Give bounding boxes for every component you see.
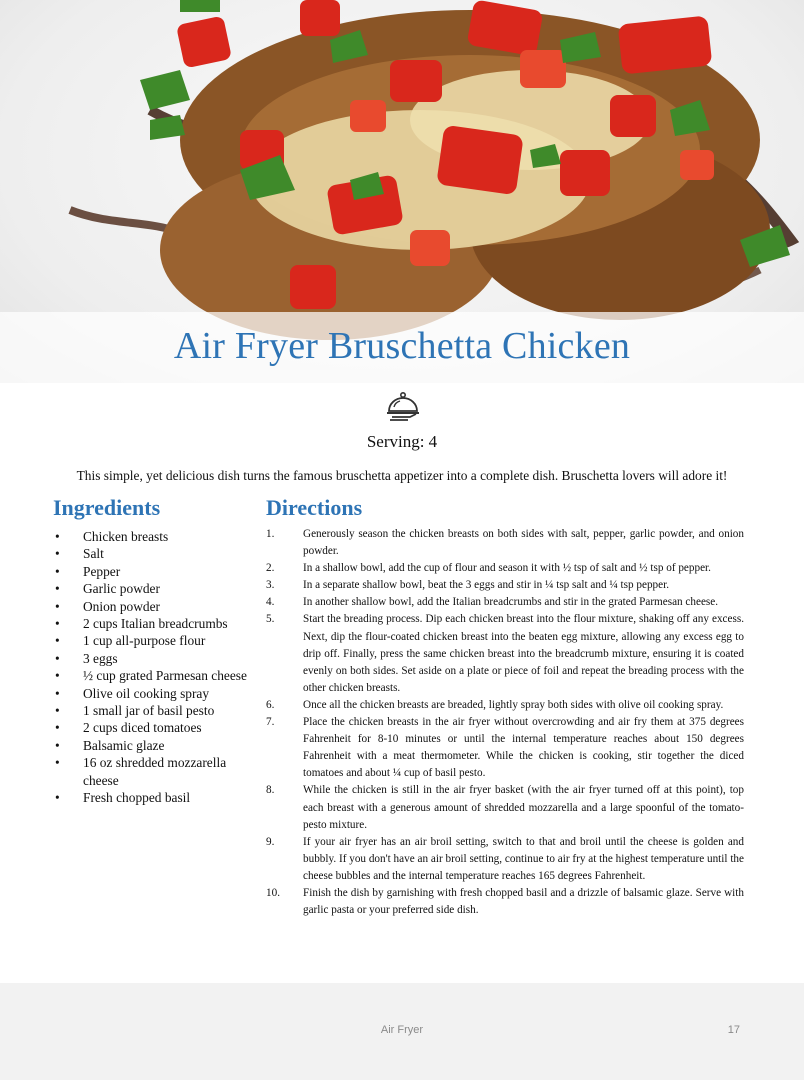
- ingredient-item: • Pepper: [53, 563, 253, 580]
- step-text: In a shallow bowl, add the cup of flour and season it with ½ tsp of salt and ½ tsp of pepper.: [303, 562, 711, 575]
- directions-list: [266, 526, 744, 919]
- direction-step: [266, 611, 744, 696]
- serving-cloche-icon: [384, 389, 422, 427]
- step-text: Once all the chicken breasts are breaded, lightly spray both sides with olive oil cooking spray.: [303, 698, 724, 711]
- step-text: Finish the dish by garnishing with fresh chopped basil and a drizzle of balsamic glaze. Serve with garlic pasta or your preferred side dish.: [303, 886, 744, 917]
- direction-step: [266, 697, 744, 714]
- step-text: In another shallow bowl, add the Italian breadcrumbs and stir in the grated Parmesan cheese.: [303, 596, 719, 609]
- step-number: 8.: [266, 784, 275, 797]
- step-number: 10.: [266, 886, 280, 899]
- direction-step: [266, 560, 744, 577]
- direction-step: [266, 782, 744, 833]
- step-number: 6.: [266, 698, 275, 711]
- direction-step: [266, 834, 744, 885]
- ingredient-item: • Garlic powder: [53, 580, 253, 597]
- direction-step: [266, 885, 744, 919]
- directions-heading: Directions: [266, 495, 363, 520]
- step-text: If your air fryer has an air broil setting, switch to that and broil until the cheese is golden and bubbly. If you don't have an air broil setting, continue to air fry at the highest temperature until the cheese bubbles and the internal temperature reaches 165 degrees Fahrenheit.: [303, 835, 744, 882]
- ingredient-item: • 2 cups diced tomatoes: [53, 719, 253, 736]
- direction-step: [266, 594, 744, 611]
- step-text: While the chicken is still in the air fryer basket (with the air fryer turned off at this point), top each breast with a generous amount of shredded mozzarella and a large spoonful of the tomato-pesto mixture.: [303, 784, 744, 831]
- step-number: 3.: [266, 579, 275, 592]
- ingredient-item: • 3 eggs: [53, 650, 253, 667]
- ingredient-item: • 1 cup all-purpose flour: [53, 632, 253, 649]
- step-number: 2.: [266, 562, 275, 575]
- step-number: 4.: [266, 596, 275, 609]
- direction-step: [266, 577, 744, 594]
- step-number: 1.: [266, 528, 275, 540]
- ingredient-item: • Balsamic glaze: [53, 737, 253, 754]
- recipe-intro: This simple, yet delicious dish turns the famous bruschetta appetizer into a complete dish. Bruschetta lovers will adore it!: [76, 468, 728, 483]
- ingredient-item: • Chicken breasts: [53, 528, 253, 545]
- footer-page-number: 17: [727, 1024, 740, 1036]
- step-text: Generously season the chicken breasts on both sides with salt, pepper, garlic powder, and onion powder.: [303, 528, 744, 558]
- footer-book-title: Air Fryer: [380, 1024, 424, 1036]
- ingredients-list: [53, 528, 253, 807]
- recipe-title: Air Fryer Bruschetta Chicken: [173, 325, 631, 367]
- ingredient-item: • 2 cups Italian breadcrumbs: [53, 615, 253, 632]
- step-number: 5.: [266, 613, 275, 626]
- serving-count: Serving: 4: [366, 432, 438, 451]
- direction-step: [266, 526, 744, 560]
- ingredients-heading: Ingredients: [53, 495, 161, 520]
- step-text: In a separate shallow bowl, beat the 3 eggs and stir in ¼ tsp salt and ¼ tsp pepper.: [303, 579, 669, 592]
- ingredient-item: • Salt: [53, 545, 253, 562]
- step-number: 9.: [266, 835, 275, 848]
- direction-step: [266, 714, 744, 782]
- ingredient-item: • 16 oz shredded mozzarella cheese: [53, 754, 253, 789]
- ingredient-item: • ½ cup grated Parmesan cheese: [53, 667, 253, 684]
- ingredient-item: • Olive oil cooking spray: [53, 685, 253, 702]
- step-text: Place the chicken breasts in the air fryer without overcrowding and air fry them at 375 degrees Fahrenheit for 8-10 minutes or until the internal temperature reaches about 150 degrees Fahrenheit with a meat thermometer. While the chicken is cooking, stir together the diced tomatoes and about ¼ cup of basil pesto.: [303, 716, 744, 780]
- ingredient-item: • 1 small jar of basil pesto: [53, 702, 253, 719]
- step-text: Start the breading process. Dip each chicken breast into the flour mixture, shaking off any excess. Next, dip the flour-coated chicken breast into the beaten egg mixture, allowing any excess egg to drip off. Finally, press the same chicken breast into the breadcrumb mixture, ensuring it is coated evenly on both sides. Set aside on a plate or piece of foil and repeat the breading process with the other chicken breasts.: [303, 613, 744, 694]
- ingredient-item: • Onion powder: [53, 598, 253, 615]
- ingredient-item: • Fresh chopped basil: [53, 789, 253, 806]
- step-number: 7.: [266, 716, 275, 729]
